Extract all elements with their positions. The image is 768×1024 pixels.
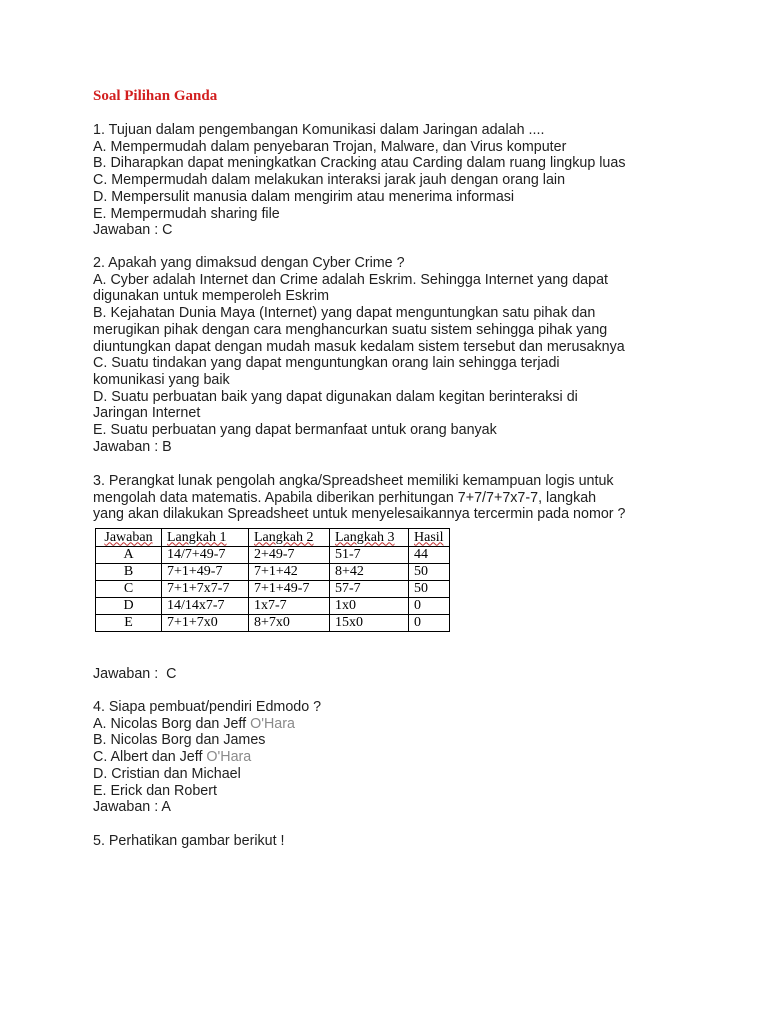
column-header: Hasil	[409, 529, 450, 547]
table-cell: 14/7+49-7	[162, 547, 249, 564]
column-header: Langkah 1	[162, 529, 249, 547]
table-cell: 50	[409, 581, 450, 598]
table-row	[96, 564, 450, 581]
question-text: mengolah data matematis. Apabila diberikan perhitungan 7+7/7+7x7-7, langkah	[93, 489, 597, 506]
table-cell: 7+1+49-7	[162, 564, 249, 581]
table-row	[96, 581, 450, 598]
option: B. Nicolas Borg dan James	[93, 732, 266, 749]
table-cell: 7+1+7x0	[162, 615, 249, 632]
question-text: 5. Perhatikan gambar berikut !	[93, 833, 285, 849]
option: A. Mempermudah dalam penyebaran Trojan, Malware, dan Virus komputer	[93, 138, 567, 155]
table-cell: B	[96, 564, 162, 581]
table-cell: 44	[409, 547, 450, 564]
table-cell: D	[96, 598, 162, 615]
option-line: komunikasi yang baik	[93, 371, 230, 388]
table-cell: A	[96, 547, 162, 564]
option-line: D. Suatu perbuatan baik yang dapat digunakan dalam kegitan berinteraksi di	[93, 388, 578, 405]
table-cell: 7+1+49-7	[249, 581, 330, 598]
answer: Jawaban : C	[93, 222, 173, 239]
answer: Jawaban : C	[93, 666, 177, 682]
table-row	[96, 547, 450, 564]
answer: Jawaban : A	[93, 799, 171, 816]
option: A. Nicolas Borg dan Jeff O'Hara	[93, 715, 295, 732]
table-cell: C	[96, 581, 162, 598]
table-cell: 51-7	[330, 547, 409, 564]
column-header: Langkah 2	[249, 529, 330, 547]
question-text: 4. Siapa pembuat/pendiri Edmodo ?	[93, 699, 322, 715]
question-3-answer-block	[93, 666, 753, 683]
table-cell: 7+1+7x7-7	[162, 581, 249, 598]
table-row	[96, 615, 450, 632]
table-cell: 0	[409, 598, 450, 615]
table-cell: 7+1+42	[249, 564, 330, 581]
table-cell: 50	[409, 564, 450, 581]
answer: Jawaban : B	[93, 438, 172, 455]
question-text: 3. Perangkat lunak pengolah angka/Spreadsheet memiliki kemampuan logis untuk	[93, 473, 614, 489]
table-cell: E	[96, 615, 162, 632]
option-line: digunakan untuk memperoleh Eskrim	[93, 288, 330, 305]
option-line: diuntungkan dapat dengan mudah masuk kedalam sistem tersebut dan merusaknya	[93, 338, 625, 355]
option-line: A. Cyber adalah Internet dan Crime adalah Eskrim. Sehingga Internet yang dapat	[93, 271, 608, 288]
question-1	[93, 122, 753, 239]
option: D. Mempersulit manusia dalam mengirim atau menerima informasi	[93, 188, 515, 205]
option: C. Albert dan Jeff O'Hara	[93, 749, 252, 766]
page-title: Soal Pilihan Ganda	[93, 88, 218, 104]
option-line: Jaringan Internet	[93, 405, 201, 422]
option: C. Mempermudah dalam melakukan interaksi jarak jauh dengan orang lain	[93, 172, 566, 189]
option: B. Diharapkan dapat meningkatkan Cracking atau Carding dalam ruang lingkup luas	[93, 155, 626, 172]
option: D. Cristian dan Michael	[93, 765, 241, 782]
question-5	[93, 833, 753, 850]
option-line: B. Kejahatan Dunia Maya (Internet) yang dapat menguntungkan satu pihak dan	[93, 305, 596, 322]
table-row	[96, 598, 450, 615]
spreadsheet-steps-table	[95, 528, 450, 632]
table-cell: 0	[409, 615, 450, 632]
table-header-row	[96, 529, 450, 547]
column-header: Jawaban	[96, 529, 162, 547]
question-text: 1. Tujuan dalam pengembangan Komunikasi dalam Jaringan adalah ....	[93, 122, 545, 138]
option: E. Erick dan Robert	[93, 782, 217, 799]
option-line: C. Suatu tindakan yang dapat menguntungkan orang lain sehingga terjadi	[93, 355, 560, 372]
option-line: merugikan pihak dengan cara menghancurkan suatu sistem sehingga pihak yang	[93, 321, 608, 338]
column-header: Langkah 3	[330, 529, 409, 547]
question-2	[93, 255, 753, 455]
question-text: 2. Apakah yang dimaksud dengan Cyber Crime ?	[93, 255, 405, 271]
table-cell: 1x0	[330, 598, 409, 615]
table-cell: 1x7-7	[249, 598, 330, 615]
option: E. Mempermudah sharing file	[93, 205, 280, 222]
table-cell: 2+49-7	[249, 547, 330, 564]
table-cell: 15x0	[330, 615, 409, 632]
option-line: E. Suatu perbuatan yang dapat bermanfaat untuk orang banyak	[93, 422, 497, 439]
table-cell: 14/14x7-7	[162, 598, 249, 615]
table-cell: 8+42	[330, 564, 409, 581]
table-cell: 8+7x0	[249, 615, 330, 632]
question-text: yang akan dilakukan Spreadsheet untuk menyelesaikannya tercermin pada nomor ?	[93, 506, 626, 523]
question-4	[93, 699, 753, 816]
question-3	[93, 473, 753, 523]
table-cell: 57-7	[330, 581, 409, 598]
